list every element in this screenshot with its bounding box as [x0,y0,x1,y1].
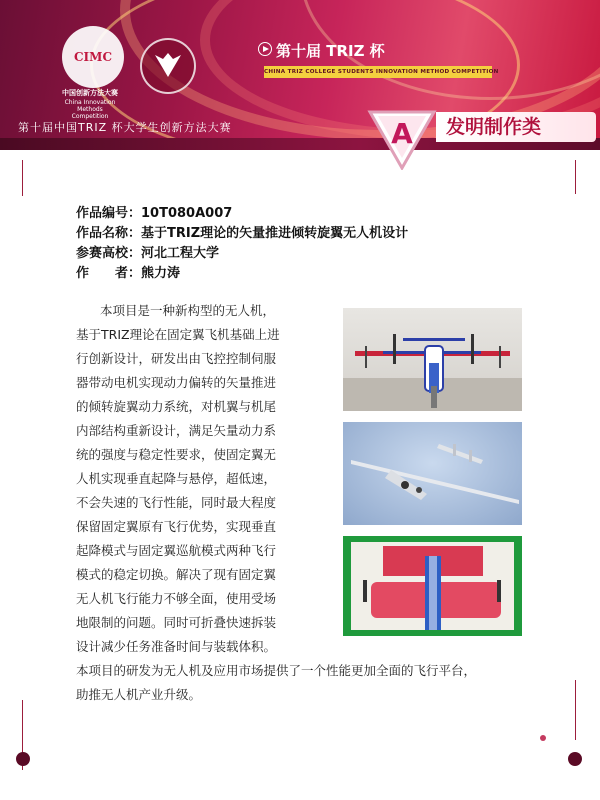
entry-name: 作品名称：基于TRIZ理论的矢量推进倾转旋翼无人机设计 [76,226,409,241]
desc-closing-line: 本项目的研发为无人机及应用市场提供了一个性能更加全面的飞行平台， [76,663,477,678]
desc-line: 不会失速的飞行性能，同时最大程度 [76,495,277,510]
play-icon [258,42,272,56]
drone-photo-tabletop [343,308,522,411]
desc-line: 保留固定翼原有飞行优势，实现垂直 [76,519,277,534]
entry-id: 作品编号：10T080A007 [76,206,233,221]
deco-line-bottom-right [575,680,576,740]
trophy-icon [151,49,185,83]
desc-line: 的倾转旋翼动力系统，对机翼与机尾 [76,399,277,414]
desc-line: 内部结构重新设计，满足矢量动力系 [76,423,277,438]
deco-dot-small [540,735,546,741]
desc-closing-line: 助推无人机产业升级。 [76,687,202,702]
competition-name-en: CHINA TRIZ COLLEGE STUDENTS INNOVATION METHOD COMPETITION [264,66,492,78]
category-label: 发明制作类 [436,112,596,142]
desc-line: 基于TRIZ理论在固定翼飞机基础上进 [76,327,280,342]
org-logo [62,26,124,88]
desc-line: 器带动电机实现动力偏转的矢量推进 [76,375,277,390]
desc-line: 统的强度与稳定性要求，使固定翼无 [76,447,277,462]
org-caption-cn: 中国创新方法大赛 [62,89,118,97]
org-caption-en: China Innovation Methods Competition [64,99,116,120]
category-letter: A [391,117,413,150]
banner-subtitle: 第十届中国TRIZ 杯大学生创新方法大赛 [18,121,232,134]
desc-line: 地限制的问题。同时可折叠快速拆装 [76,615,277,630]
desc-line: 起降模式与固定翼巡航模式两种飞行 [76,543,277,558]
triz-cup-logo [140,38,196,94]
desc-line: 行创新设计，研发出由飞控控制伺服 [76,351,277,366]
desc-line: 本项目是一种新构型的无人机， [100,303,276,318]
entry-author: 作 者：熊力涛 [76,266,181,281]
deco-line-right [575,160,576,194]
edition-title: 第十届 TRIZ 杯 [276,42,385,60]
drone-folded-case [343,536,522,636]
desc-line: 设计减少任务准备时间与装载体积。 [76,639,277,654]
deco-dot-left [16,752,30,766]
deco-line-left [22,160,23,196]
org-logo-glyph: CIMC [74,50,112,64]
desc-line: 人机实现垂直起降与悬停，超低速， [76,471,277,486]
desc-line: 模式的稳定切换。解决了现有固定翼 [76,567,277,582]
entry-school: 参赛高校：河北工程大学 [76,246,220,261]
drone-render-3d [343,422,522,525]
entry-info [76,204,408,284]
desc-line: 无人机飞行能力不够全面，使用受场 [76,591,277,606]
deco-dot-right [568,752,582,766]
